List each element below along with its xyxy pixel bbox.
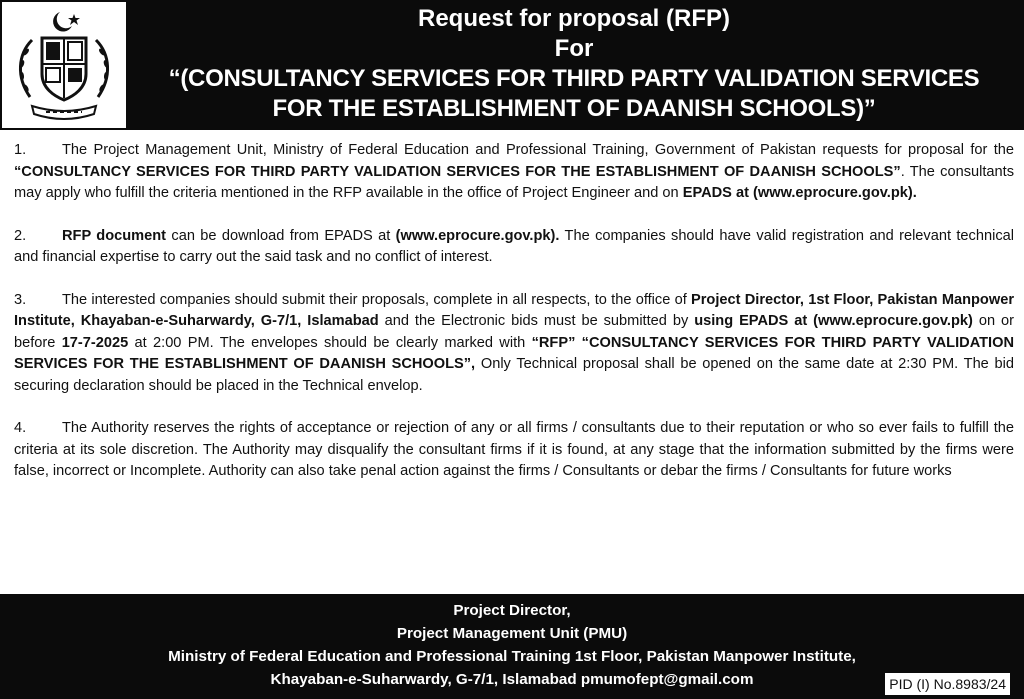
footer-band bbox=[0, 594, 1024, 699]
title-line-3: “(CONSULTANCY SERVICES FOR THIRD PARTY VALIDATION SERVICES bbox=[168, 65, 980, 92]
para-text: on or before bbox=[14, 313, 1014, 351]
para-text: and the Electronic bids must be submitted by bbox=[378, 313, 695, 329]
epads-link-text: EPADS at (www.eprocure.gov.pk). bbox=[682, 185, 917, 201]
deadline-date: 17-7-2025 bbox=[61, 334, 129, 351]
para-text: The interested companies should submit their proposals, complete in all respects, to the office of bbox=[62, 291, 692, 308]
paragraph-3 bbox=[14, 290, 1014, 398]
title-line-4: FOR THE ESTABLISHMENT OF DAANISH SCHOOLS)” bbox=[272, 95, 876, 122]
para-text: The Authority reserves the rights of acceptance or rejection of any or all firms / consultants due to their reputation or who so ever fails to fulfill the criteria at its sole discretion. The Authority may disqualify the consultant firms if it is found, at any stage that the information submitted by the firms were false, incorrect or Incomplete. Authority can also take penal action against the firms / Consultants or debar the firms / Consultants for future works bbox=[14, 420, 1014, 479]
para-text: The Project Management Unit, Ministry of Federal Education and Professional Training, Government of Pakistan requests for proposal for the bbox=[62, 142, 1014, 158]
footer-line-4: Khayaban-e-Suharwardy, G-7/1, Islamabad pmumofept@gmail.com bbox=[270, 671, 754, 688]
notice-title bbox=[130, 4, 1018, 124]
paragraph-number: 4. bbox=[14, 420, 27, 436]
emblem-graphic bbox=[2, 2, 126, 128]
header-band bbox=[0, 0, 1024, 130]
footer-line-1: Project Director, bbox=[453, 602, 571, 619]
office-address: Project Director, 1st Floor, Pakistan Manpower Institute, Khayaban-e-Suharwardy, G-7/1, Islamabad bbox=[14, 291, 1014, 329]
paragraph-1 bbox=[14, 140, 1014, 205]
state-emblem-icon bbox=[2, 2, 126, 128]
paragraph-number: 1. bbox=[14, 142, 27, 158]
paragraph-2 bbox=[14, 226, 1014, 269]
para-text: at 2:00 PM. The envelopes should be clearly marked with bbox=[128, 334, 532, 351]
paragraph-number: 2. bbox=[14, 227, 27, 244]
paragraph-4 bbox=[14, 418, 1014, 483]
paragraph-number: 3. bbox=[14, 291, 27, 308]
para-text: can be download from EPADS at bbox=[166, 227, 396, 244]
footer-line-2: Project Management Unit (PMU) bbox=[396, 625, 628, 642]
para-text: . The consultants may apply who fulfill the criteria mentioned in the RFP available in the office of Project Engineer and on bbox=[14, 163, 1014, 201]
para-bold: “RFP” “CONSULTANCY SERVICES FOR THIRD PARTY VALIDATION SERVICES FOR THE ESTABLISHMENT OF DAANISH SCHOOLS”, bbox=[14, 334, 1015, 372]
epads-link-text: using EPADS at (www.eprocure.gov.pk) bbox=[694, 313, 973, 329]
pid-number: PID (I) No.8983/24 bbox=[885, 673, 1010, 695]
para-bold: “CONSULTANCY SERVICES FOR THIRD PARTY VALIDATION SERVICES FOR THE ESTABLISHMENT OF DAANISH SCHOOLS” bbox=[14, 163, 901, 180]
notice-body bbox=[14, 140, 1014, 504]
title-line-1: Request for proposal (RFP) bbox=[417, 5, 730, 32]
para-text: Only Technical proposal shall be opened on the same date at 2:30 PM. The bid securing declaration should be placed in the Technical envelop. bbox=[14, 356, 1014, 394]
para-text: The companies should have valid registration and relevant technical and financial expertise to carry out the said task and no conflict of interest. bbox=[14, 227, 1014, 265]
footer-line-3: Ministry of Federal Education and Professional Training 1st Floor, Pakistan Manpower Institute, bbox=[168, 648, 856, 665]
epads-link-text: (www.eprocure.gov.pk). bbox=[395, 227, 560, 244]
title-line-2: For bbox=[554, 35, 594, 62]
para-bold: RFP document bbox=[62, 227, 167, 244]
